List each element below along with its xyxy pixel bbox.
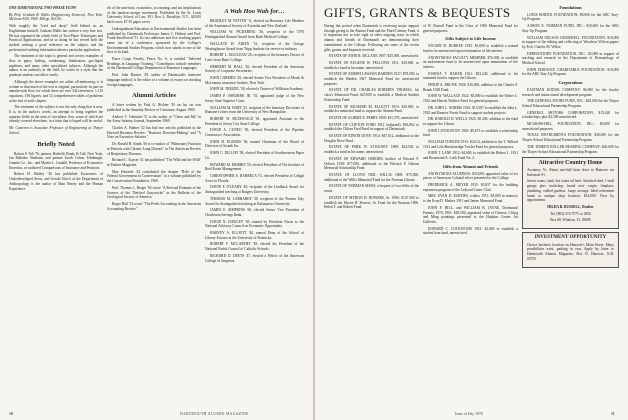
book-review-paragraph: Although the above examples are rather all-embracing, it is written so that much of the text is original, particularly its part on annular-mist flow, for which there are over 342 references, 1,110 equations, 158 figures, and 12 comprehensive tables of problems at the end of each chapter. [9, 79, 103, 103]
ad-address: Box 68, Windsor, Vt. 05089 [550, 218, 591, 223]
honoree-item: JOHN CARMEN '28, elected Senior Vice President of Marsh & McLennan, insurance brokers, New York. [205, 76, 304, 85]
reviewer-note: Mr. Cameron is Associate Professor of Engineering at Thayer School. [9, 126, 103, 135]
honoree-item: HOWARD M. MORRIS '53, elected President of The Institute of Real Estate Management. [205, 162, 304, 172]
corporation-item: TEXAS INSTRUMENTS FOUNDATION: $20,000 for the Thayer School Educational Partnership Program. [522, 133, 619, 143]
honoree-item: RICHARD D. DEETS '47, elected a Fellow of the American College of Surgeons. [205, 253, 304, 263]
foundation-item: JOHN DORANCE CHARITABLE FOUNDATION: $10,000 for the ABC Stay-Up Program. [522, 67, 619, 77]
book-byline: By Prof. Graham B. Wallis (Engineering Sciences). New York: McGraw-Hill, 1969. 408 pp. $16.50. [9, 12, 103, 22]
left-page [0, 0, 313, 420]
bequest-item: ESTATE OF NORMAN SHAW, a bequest of two-fifths of the estate. [324, 184, 419, 194]
left-column-1 [9, 6, 103, 402]
life-income-item: PHILIP A. BRUNK 1928: $16,000, addition to the Charles F. Brunk 1928 Fund. [423, 83, 518, 92]
alumni-article: Roger Hall '54 wrote "The Perils Accounting in the American Accounting Review." [107, 201, 201, 211]
gift-item: FREDERICK A. MEYER 1935: $5,837 for the building expansion program of the Ledyard Canoe Club. [423, 182, 518, 192]
honoree-item: JOHN M. TREIZEL '50, elected a Trustee of Williston Academy. [210, 87, 304, 92]
life-income-item: WILLIAM TOWLER 1913: $3,614, addition to the T. Willard 1913 and Lela Breckenridge Towler Fund for general purposes. [423, 140, 518, 149]
left-column-3 [205, 6, 304, 402]
honoree-item: JAMES E. SIMPKINS '65, elected Senior Vice President of Charleston Savings Bank. [205, 208, 304, 217]
foundation-item: WILLIAM NELSON CROMWELL FOUNDATION: $10,000 in support of the editing and collecting of Woodrow Wilson papers by Prof. Charles M. Wiltse. [522, 35, 619, 49]
corporation-item: GENERAL MOTORS CORPORATION: $15,420 for scholarships, plus $3,500 unrestricted. [522, 110, 619, 120]
corporation-item: THE TIMKEN ROLLER BEARING COMPANY: $20,000 for the Thayer School Educational Partnership Program. [522, 144, 619, 154]
corporations-heading: Corporations [558, 80, 583, 86]
life-income-item: JOHN W. WALLACE 1922: $5,000 to establish the Walter L. 1922 and Harriet Wallace Fund for general purposes. [423, 94, 518, 104]
corporation-item: MCGRAW-HILL FOUNDATION, INC.: $5,000 for unrestricted purposes. [522, 122, 619, 131]
alumni-articles-heading: Alumni Articles [132, 92, 176, 100]
alumni-article: Prof. Thomas L. Berger '65 wrote "A Revised Estimate of the Sources of the Thetford Graywacke" in the Bulletin of the Geological Society of America. [107, 185, 201, 200]
gift-item: JOHN F. HILL, and WILLIAM B. JAYNE, Dartmouth Parents, 1970, 1961: $18,500, appraised value of Chinese, Ch'ing and Ming paintings presented to the Hopkins Center Art Galleries. [423, 205, 518, 224]
honoree-item: CHRISTOPHER A. BARRECA '51, elected President of Lehigh Acres in Florida. [205, 173, 304, 183]
alumni-article: Charles A. Palmer '32 has had two articles published in the Harvard Business Review: "Business Decision-Making" and "A Note on Executive Salaries." [107, 126, 201, 140]
honoree-item: BRADLEY M. PATTEN '11, elected an Honorary Life Member of the Anatomical Society of Australia and New Zealand. [205, 19, 304, 28]
wah-hoo-wah-heading: A Wah Hoo Wah for… [224, 8, 285, 15]
bequest-item: ESTATE OF EUGENE W. FELLOWS 1911: $10,000, to establish a fund in his name, unrestricted. [324, 60, 419, 70]
book-title: ONE-DIMENSIONAL TWO-PHASE FLOW [9, 6, 77, 10]
left-footer-publication: DARTMOUTH ALUMNI MAGAZINE [180, 412, 249, 416]
book-review-paragraph: The treatment of the topic is general and covers examples of flow in pipes, boiling, condensing, fluidization, gas-liquid pipelines, and many other specialized subjects. Although the author is an authority in the field, he writes in a style that the graduate student can follow easily. [9, 54, 103, 78]
ad-phone: Tel. (802) 674-5775 or 2856 [550, 211, 591, 216]
ad-line: Ascutney, Vt. About one-half hour drive to Hanover via Interstate 91. [527, 167, 614, 177]
bequest-item: ESTATE OF ALBERT E. PERRY 1908: $11,579, unrestricted. [329, 115, 419, 120]
briefly-noted-paragraph: Robert H. Hadley '36 has published Economics of Underdeveloped Areas, and Gerald Ulrich of the Department of Anthropology is the author of Man Ninety and the Human Experience. [9, 172, 103, 191]
intro-paragraph: During this period when Dartmouth is receiving major support through giving to the Alumni Fund and the Third Century Fund, it is important not to lose sight of other ongoing ways in which alumni and friends of Dartmouth are demonstrating their commitment to the College. Following are some of the recent gifts, grants, and bequests received. [324, 24, 419, 52]
right-page-number: 11 [611, 412, 615, 416]
life-income-item: DR. HAROLD D. WELLS 1925: $5,206, addition to the fund to support the Library. [423, 117, 518, 126]
right-column-3 [522, 6, 619, 402]
notes-paragraph: Undergraduate Education in Environmental Studies has been published by Dartmouth Professors James C. Hiebert and Prof. Frank Smallwood '51. Its two addresses and five working papers came out of a conference sponsored by the College's Environmental Studies Program, which now stands as one of the first of its kind. [107, 26, 201, 55]
bequest-item: of W. Russell Fund in the Class of 1906 Memorial Fund for general purposes. [423, 24, 518, 33]
foundations-heading: Foundations [559, 6, 582, 10]
country-home-ad [522, 157, 619, 229]
honoree-item: THOMAS M. LARRABEE '38, recipient of the Pioneer Day Award for distinguished teaching at Kalamazoo University. [205, 196, 304, 206]
notes-paragraph: els of the anti-trust, economics, accounting, and tax implications of the modern merger movement. Published by the St. Louis University School of Law, P.O. Box 3, Brooklyn, N.Y., $20.00 hard cover, $7.50 paper cover. [107, 6, 201, 25]
alumni-article: A letter written by Paul G. Richter '39 on his cat was published in the Saturday Review of Literature, August 1969. [107, 103, 201, 112]
book-review-paragraph: With roughly the "tried and dusty" field behind us, an Englishman himself, Graham Wallis has written a very fine text. He has organized the whole field of Two-Phase Techniques and Practical Applications, and in so doing he has served both the student seeking a good reference on the subject, and the professional wishing information about a particular application. [9, 24, 103, 52]
honoree-item: DAVID F. O'LEARY '40, recipient of the Lindback Award for distinguished teaching at Rutgers University. [205, 185, 304, 195]
bequest-item: ESTATE OF RICHARD M. ELLIOTT 1910: $10,000, to establish a memorial fund to support the Alumni Fund. [324, 104, 419, 114]
honoree-item: JAMES P. OSBORNE JR. '55, appointed judge of the New Jersey State Superior Court. [205, 94, 304, 103]
notes-paragraph: Prof. John Rassias '49, author of Dartmouth's intensive language method, is the editor of a volume of essays on teaching foreign languages. [107, 73, 201, 87]
briefly-noted-paragraph: Robert S. Tab '76, partner, Hatfield, Brady & Tull, New York; Ian Mahaleo Stettham, and partner Jacob Cohen, Edinburgh; Granite Co., Inc.; and Martin L. Lindahl, Professor of Economics Emeritus, co-authored Comparisons of Insurance and Pensions. [9, 151, 103, 170]
honoree-item: JOHN H. EGGERS '36, named Chairman of the Board of Directors of Swank Inc. [205, 139, 304, 149]
right-page [315, 0, 628, 420]
bequest-item: ESTATE OF JOSEPH LAWSON HARDEN 1927: $78,000, to establish the Harden 1927 Memorial Fund for unrestricted purposes. [324, 72, 419, 86]
gift-item: EDWARD C. LOCKWOOD 1921: $1,000 to establish a student loan fund, unrestricted. [423, 226, 518, 236]
country-home-ad-title: Attractive Country Home [538, 160, 603, 167]
gift-item: ANONYMOUS ALUMNUS: $35,000, appraised value of six pieces of American Colonial silver presented to the College. [423, 171, 518, 181]
honoree-item: HERBERT M. HALL '26, elected President of the American Society of Corporate Secretaries. [205, 64, 304, 74]
bequest-item: ESTATE OF JOHN R. MCLANE 1907: $25,000, unrestricted. [329, 54, 419, 59]
ad-line: Choice business location on Hanover's Main Street. Many possibilities exist, parking in rear. Apply by letter to Dartmouth Alumni Magazine, Box D, Hanover, N.H. 03755. [527, 242, 614, 261]
bequest-item: ESTATE OF CLIFTON FORD 1912 (adjusted): $63,862 to establish the Clifton Ford Fund in support of Dartmouth. [324, 122, 419, 132]
right-footer-issue: Issue of July 1970 [455, 412, 483, 416]
life-income-item: JOHN T. LANE 1912: $4,600, to establish the Robert L. 1921 and Rosamond A. Loeb Fund No. 2. [423, 151, 518, 161]
foundation-item: AARON E. NORMAN FUND, INC.: $10,000 for the ABC Stay-Up Program. [522, 24, 619, 33]
honoree-item: WILLIAM M. HART '25, recipient of the honorary Doctorate of Humane Letters from the University of New Hampshire. [205, 105, 304, 115]
right-column-1 [324, 24, 419, 402]
page-title: GIFTS, GRANTS & BEQUESTS [324, 5, 511, 20]
bequest-item: ESTATE OF DR. CHARLES ROBERTS THOMAS, his class's Memorial Fund: $25,000 to establish a Medical Student Scholarship Fund. [324, 88, 419, 102]
investment-ad-title: INVESTMENT OPPORTUNITY [534, 235, 607, 241]
alumni-article: Andrew T. Valentine '51 is the author of "Chess and Me" in the Army Infantry Journal, September 1969. [107, 114, 201, 124]
gift-item: MRS. EVAN D. MATHES, widow 1911: $5,000 in memory to the Evan D. Mathes 1911 and James Memorial Fund. [423, 194, 518, 204]
left-column-2 [107, 6, 201, 402]
honoree-item: ROBERT L. MACLEAN '28, recipient of the honorary Doctor of Laws from Bates College. [205, 53, 304, 62]
honoree-item: JOHN C. DILLON '58, elected President of Southwestern Paper Co. [205, 151, 304, 160]
investment-ad [522, 232, 619, 268]
life-income-item: DR. JOHN L. NORRIS 1925: $15,587 to establish the John L. 1925 and Bernice Norris Fund to support student projects. [423, 105, 518, 115]
corporation-item: EASTMAN KODAK COMPANY: $6,000 for the faculty research and instructional development program. [522, 87, 619, 97]
life-income-item: ANONYMOUS FACULTY MEMBER: $76,500, to establish an endowment fund to be unrestricted upon termination of life interest. [423, 55, 518, 69]
notes-paragraph: Peace Corps Faculty, Peace No. 6, is entitled "Selected Readings in Language Training." Contributors include members of the Dartmouth College Department of Romance Languages. [107, 57, 201, 71]
right-column-2 [423, 24, 518, 402]
bequest-item: ESTATE OF MYRON H. BOWERS, Sr. 1906: $137,500 to establish the Myron H. Bowers, Sr. Fund for the Norman 1906, Helen T. and Robert Fund. [324, 195, 419, 210]
alumni-article: Richard C. Kayser '41 has published "The Wild and the Wild" in Yankee Magazine. [107, 158, 201, 167]
honoree-item: ROBERT F. MCCARTHY '38, elected the President of the National Parish Council of Catholic Schools. [205, 242, 304, 252]
honoree-item: DAVID A. CUNEO '49, elected President of the Pipeline Contractors' Association. [205, 128, 304, 138]
corporation-item: THE GENERAL FOODS FUND, INC.: $20,000 for the Thayer School Educational Partnership Program. [522, 99, 619, 108]
honoree-item: WALLACE H. AIKEN '31, recipient of the George Westinghouse Award from Tripp Institute for service to industry. [205, 41, 304, 51]
bequest-item: ESTATE OF EDWARD OSBORN, brother of Edward F. Osborn 1918: $77,000, additional to the Edward F. Osborn Memorial Scholarship Fund. [324, 156, 419, 171]
ad-line: Seven rooms, bath, hot water oil heat. Attached shed, 1-stall garage plus workshop, brand new carpet, fireplace, plumbing, walled gardens. Large acreage. Ideal retirement home or antique shop location. $32,000. View by appointment. [527, 179, 614, 203]
bequest-item: ESTATE OF PARK W. STICKNEY 1908: $24,502 to establish a fund in his name, unrestricted. [324, 145, 419, 155]
briefly-noted-heading: Briefly Noted [37, 140, 75, 148]
book-review-paragraph: The treatment of the subject is not the only thing that is new. It is, in the author's words, an attempt to bring together the separate fields in the area of two-phase flow, some of which are already covered elsewhere, in a form that is hoped will be useful. [9, 105, 103, 124]
honoree-item: DAVID N. DAWLEY '65, named by President Nixon to the National Advisory Council on Economic Opportunity. [205, 219, 304, 229]
bequest-item: ESTATE OF LLOYD NEIL WILLIS 1908: $75,000, additional to the Willis Memorial Fund for the Norman Library. [324, 172, 419, 182]
ad-realtor: HILDA B. RUSSELL, Realtor [547, 204, 594, 209]
foundation-item: DERWENTORY FOUNDATION, INC.: $5,000 in support of teaching and research in the Department of Dermatology of Medical School. [522, 51, 619, 66]
foundation-item: LOUIS BORICK FOUNDATION: $8,000 for the ABC Stay-Up Program. [522, 12, 619, 22]
bequest-item: ESTATE OF EDWIN DOVE 1914: $47,012, additional to the Douglas Dove Fund. [324, 134, 419, 143]
alumni-article: Max Edwards '44 contributed the chapter "Role of the Federal Government in Conservation" to a volume published by the Conservation Foundation, 1969. [107, 169, 201, 184]
life-income-item: STUART H. DURKEE 1935: $3,000 to establish a named fund to be unrestricted upon termination of life interest. [423, 44, 518, 53]
honoree-item: WILLIAM W. PICKERING '36, recipient of the 1970 Distinguished Alumni Award from Rush Medical College. [205, 30, 304, 40]
left-page-number: 10 [9, 412, 13, 416]
honoree-item: ROBERT W. MCDONALD '61, appointed Assistant to the President of Jersey City State College. [205, 116, 304, 126]
life-income-item: JOHN LIVINGSTON 1929: $9,675 to establish a scholarship fund. [423, 128, 518, 138]
life-income-heading: Gifts Subject to Life Income [445, 36, 496, 42]
life-income-item: JOSHUA T. BAKER 1921: $33,240, additional to his unnamed fund to support the Library. [423, 71, 518, 81]
alumni-article: Dr. Ronald H. Sands '56 is co-author of "Pulmonary Function in Patients with Chronic Lung Disease" in The American Review of Respiratory Diseases. [107, 142, 201, 156]
alumni-friends-heading: Gifts from Alumni and Friends [442, 163, 499, 169]
honoree-item: HARVEY A. ELLIOTT '40, named Dean of the School of Library Science at the University of Kentucky. [205, 231, 304, 240]
